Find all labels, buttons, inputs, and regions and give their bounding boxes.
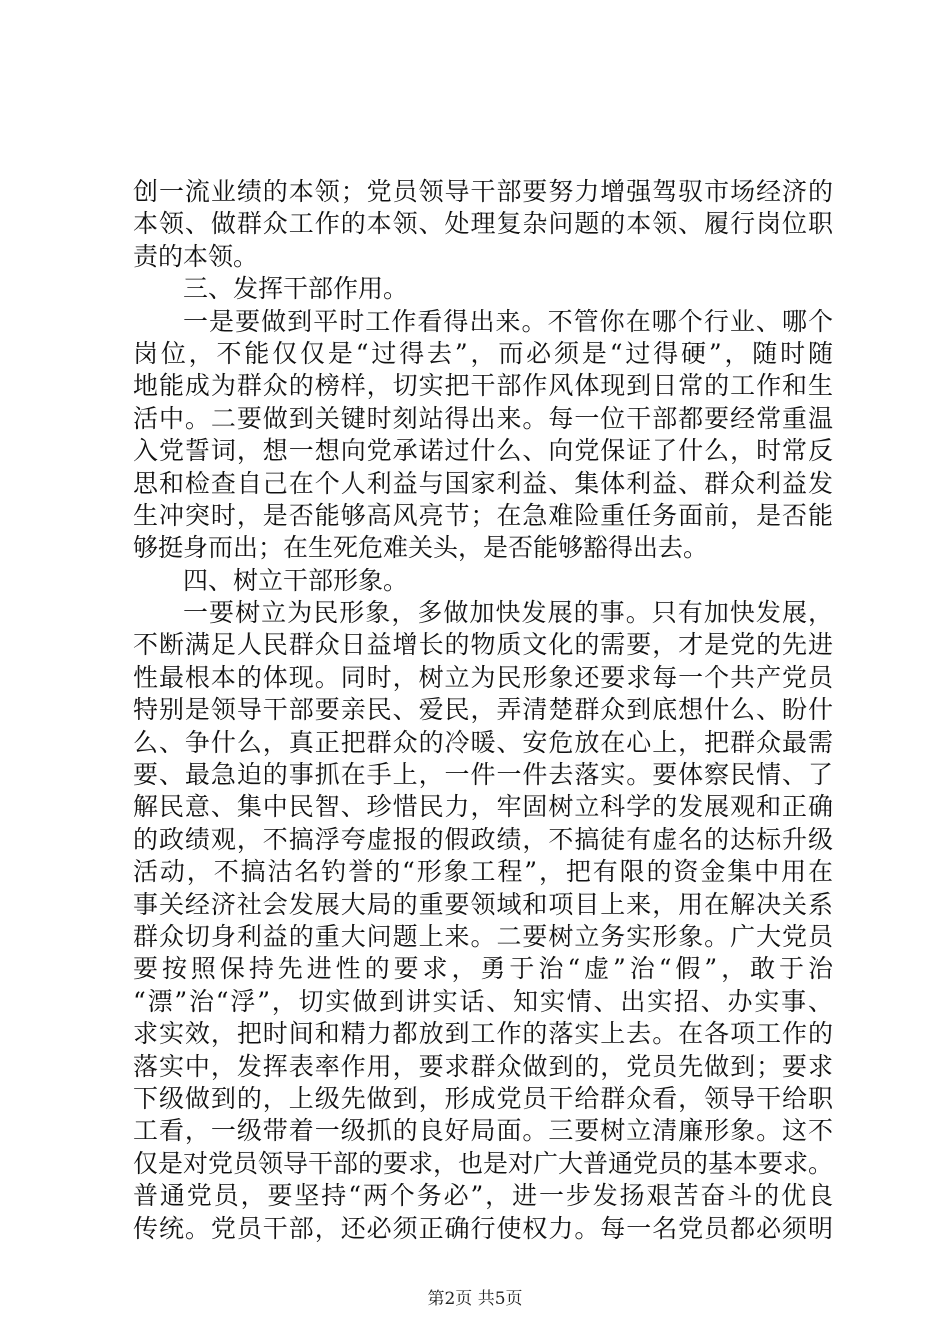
text-line: 活中。二要做到关键时刻站得出来。每一位干部都要经常重温 [133, 403, 833, 433]
text-line: 不断满足人民群众日益增长的物质文化的需要，才是党的先进 [133, 630, 833, 660]
page-number-footer: 第2页 共5页 [427, 1289, 523, 1309]
text-line: 传统。党员干部，还必须正确行使权力。每一名党员都必须明 [133, 1213, 833, 1243]
text-line: 活动，不搞沽名钓誉的“形象工程”，把有限的资金集中用在 [133, 857, 833, 887]
text-line: 事关经济社会发展大局的重要领域和项目上来，用在解决关系 [133, 889, 833, 919]
text-line: 解民意、集中民智、珍惜民力，牢固树立科学的发展观和正确 [133, 792, 833, 822]
text-line: 下级做到的，上级先做到，形成党员干给群众看，领导干给职 [133, 1083, 833, 1113]
text-line: 要按照保持先进性的要求，勇于治“虚”治“假”，敢于治 [133, 954, 833, 984]
text-line: 够挺身而出；在生死危难关头，是否能够豁得出去。 [133, 533, 709, 563]
text-line: 一是要做到平时工作看得出来。不管你在哪个行业、哪个 [183, 306, 833, 336]
text-line: 三、发挥干部作用。 [183, 274, 409, 304]
text-line: 本领、做群众工作的本领、处理复杂问题的本领、履行岗位职 [133, 209, 833, 239]
text-line: 仅是对党员领导干部的要求，也是对广大普通党员的基本要求。 [133, 1148, 834, 1178]
text-line: 四、树立干部形象。 [183, 565, 409, 595]
text-line: 一要树立为民形象，多做加快发展的事。只有加快发展， [183, 598, 833, 628]
text-line: 入党誓词，想一想向党承诺过什么、向党保证了什么，时常反 [133, 436, 833, 466]
text-line: 思和检查自己在个人利益与国家利益、集体利益、群众利益发 [133, 468, 833, 498]
text-line: 群众切身利益的重大问题上来。二要树立务实形象。广大党员 [133, 921, 833, 951]
text-line: 地能成为群众的榜样，切实把干部作风体现到日常的工作和生 [133, 371, 833, 401]
text-line: 的政绩观，不搞浮夸虚报的假政绩，不搞徒有虚名的达标升级 [133, 824, 833, 854]
text-line: 生冲突时，是否能够高风亮节；在急难险重任务面前，是否能 [133, 500, 833, 530]
text-line: 特别是领导干部要亲民、爱民，弄清楚群众到底想什么、盼什 [133, 695, 833, 725]
document-body [133, 176, 833, 1245]
text-line: 么、争什么，真正把群众的冷暖、安危放在心上，把群众最需 [133, 727, 833, 757]
text-line: 责的本领。 [133, 241, 259, 271]
text-line: “漂”治“浮”，切实做到讲实话、知实情、出实招、办实事、 [133, 986, 833, 1016]
text-line: 创一流业绩的本领；党员领导干部要努力增强驾驭市场经济的 [133, 177, 833, 206]
text-line: 普通党员，要坚持“两个务必”，进一步发扬艰苦奋斗的优良 [133, 1181, 833, 1211]
text-line: 落实中，发挥表率作用，要求群众做到的，党员先做到；要求 [133, 1051, 833, 1081]
text-line: 性最根本的体现。同时，树立为民形象还要求每一个共产党员 [133, 662, 833, 692]
text-line: 要、最急迫的事抓在手上，一件一件去落实。要体察民情、了 [133, 760, 833, 790]
text-line: 岗位，不能仅仅是“过得去”，而必须是“过得硬”，随时随 [133, 338, 833, 368]
text-line: 工看，一级带着一级抓的良好局面。三要树立清廉形象。这不 [133, 1116, 833, 1146]
text-line: 求实效，把时间和精力都放到工作的落实上去。在各项工作的 [133, 1019, 833, 1049]
